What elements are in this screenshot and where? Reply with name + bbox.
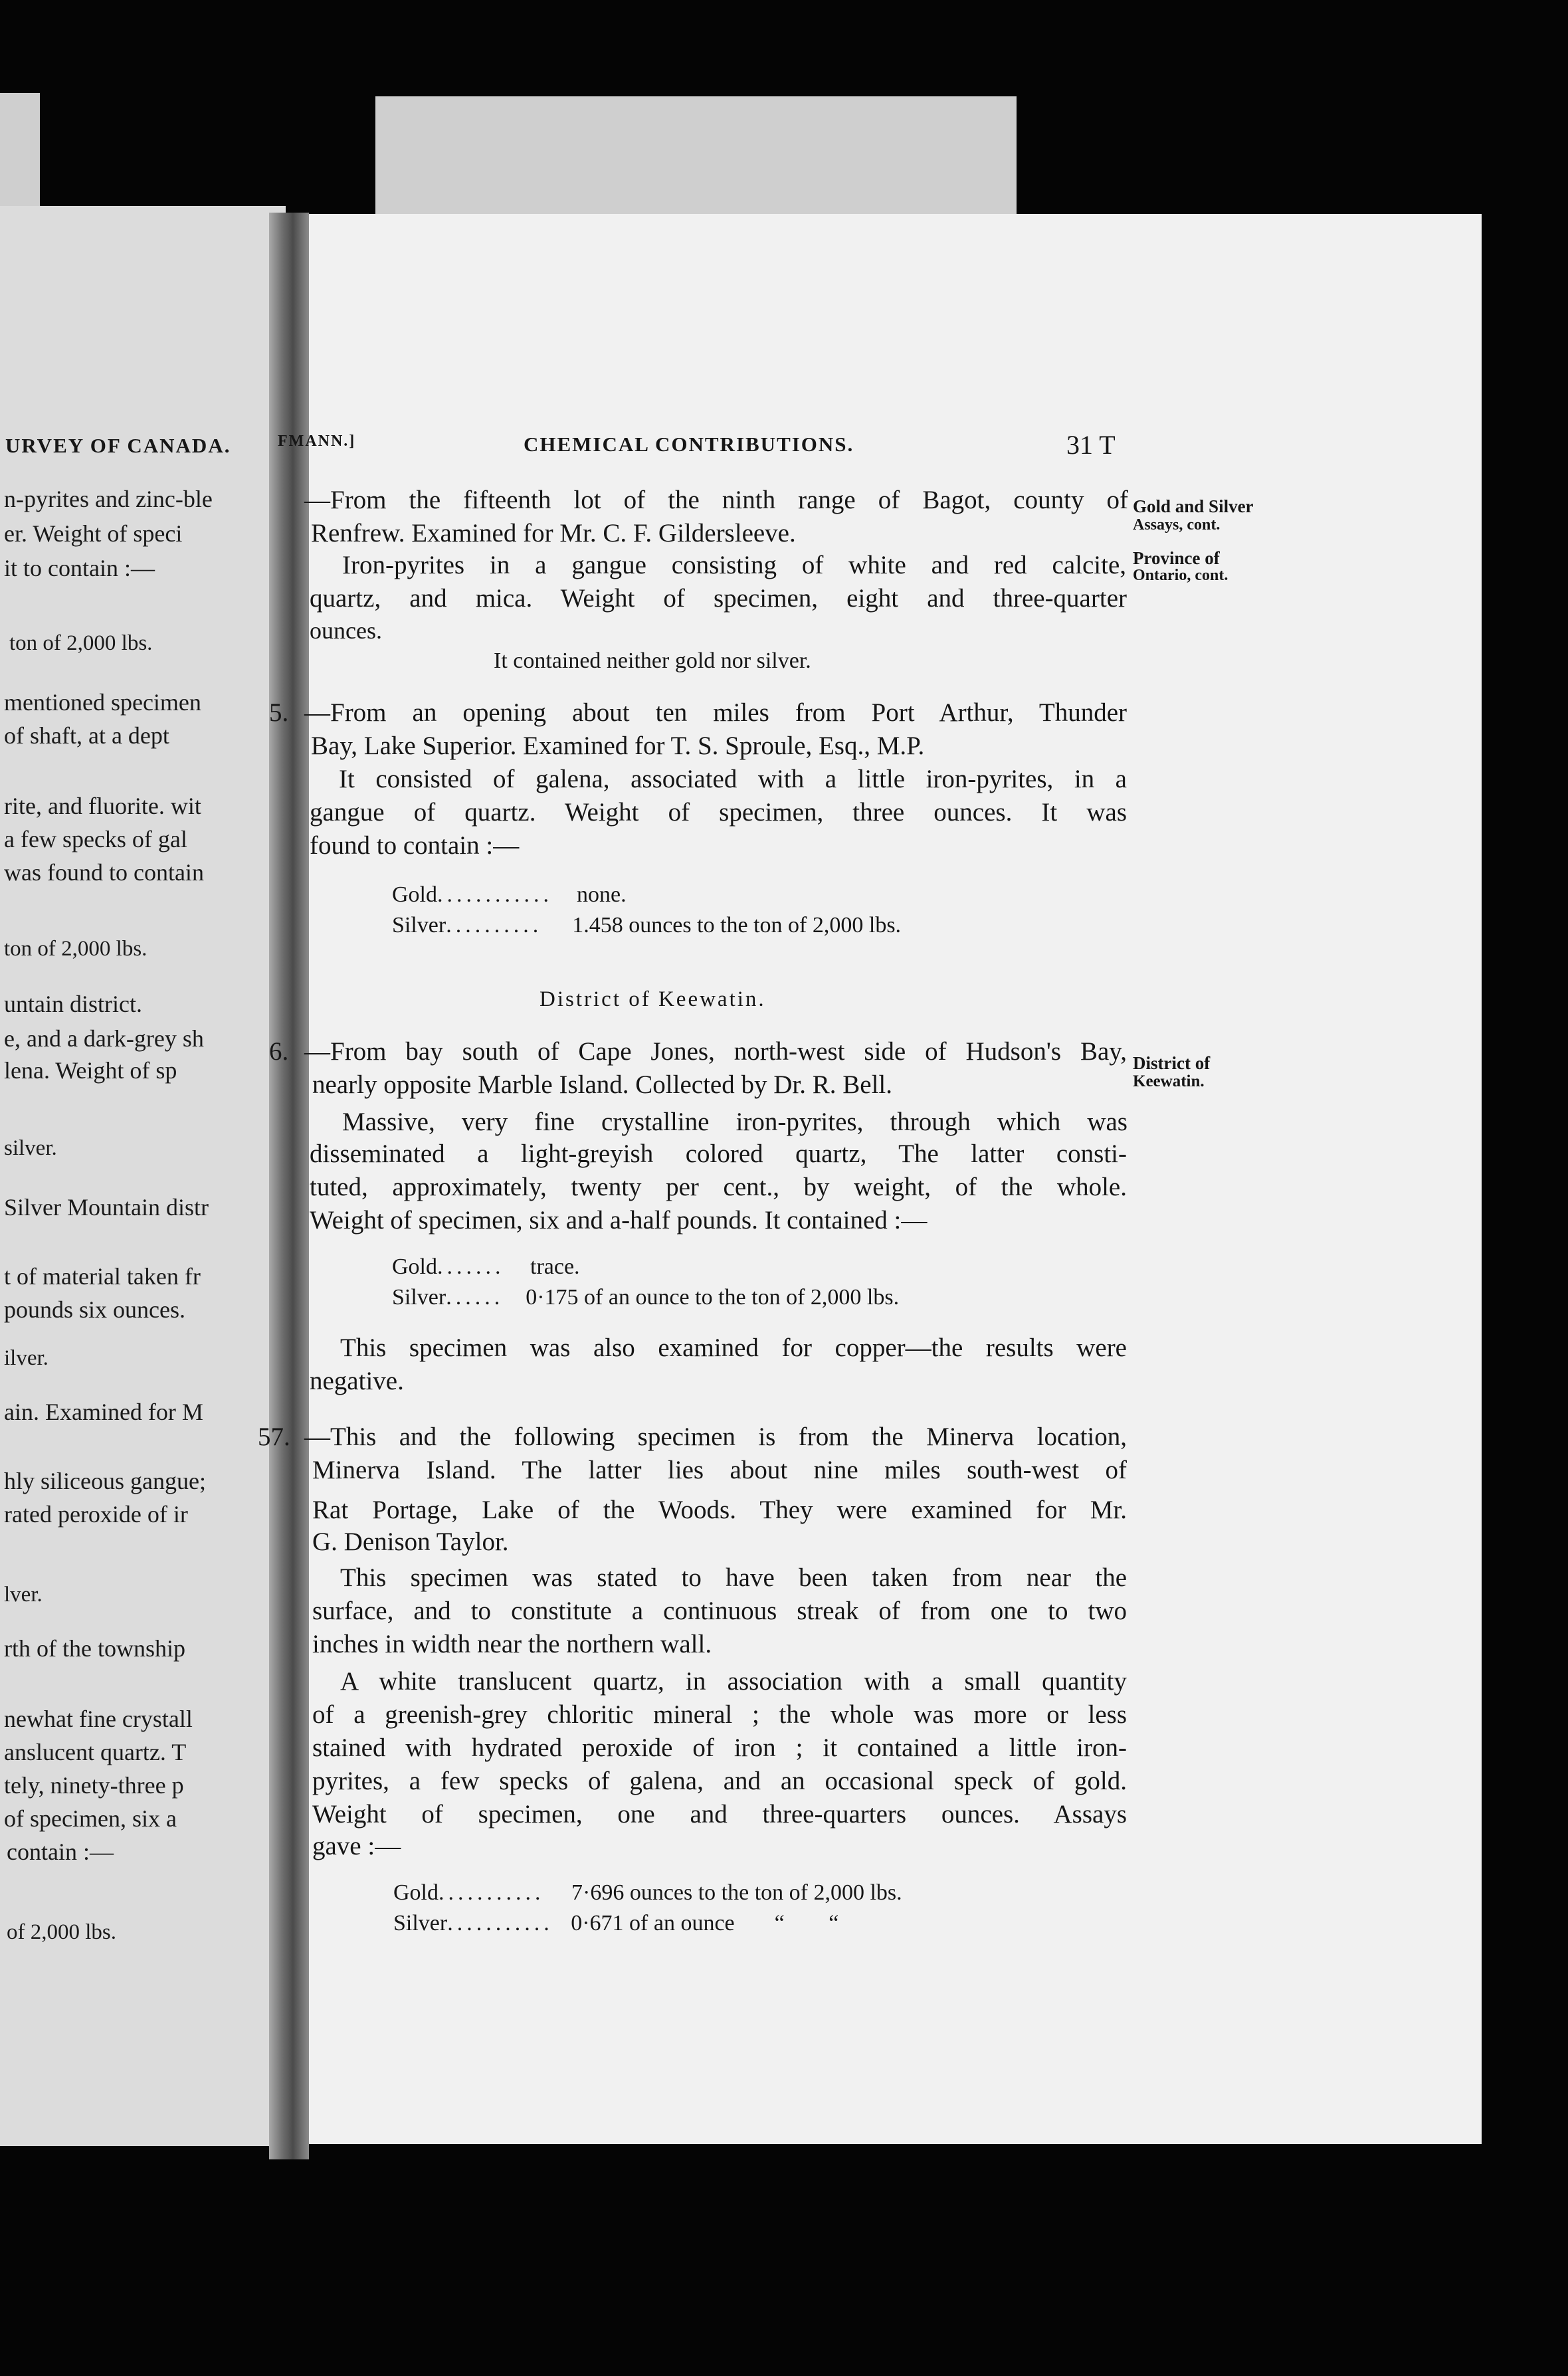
result-line: It contained neither gold nor silver. (494, 648, 811, 673)
entry-line: G. Denison Taylor. (312, 1528, 509, 1556)
assay-value: 7·696 ounces to the ton of 2,000 lbs. (571, 1880, 902, 1905)
assay-label: Gold (393, 1880, 439, 1905)
left-page-line: of specimen, six a (4, 1805, 177, 1832)
entry-line: —From the fifteenth lot of the ninth range of Bagot, county of (304, 486, 1128, 514)
left-page-line: untain district. (4, 991, 142, 1017)
scan-background (375, 96, 1017, 219)
left-page-line: of 2,000 lbs. (7, 1920, 116, 1944)
running-title: CHEMICAL CONTRIBUTIONS. (524, 433, 854, 456)
entry-line: of a greenish-grey chloritic mineral ; the whole was more or less (312, 1700, 1127, 1729)
left-page-line: ilver. (4, 1346, 49, 1370)
scan-background (0, 93, 40, 219)
entry-line: ounces. (310, 617, 382, 644)
left-page-line: lver. (4, 1583, 43, 1607)
left-page-line: er. Weight of speci (4, 520, 183, 547)
sidenote: Assays, cont. (1133, 516, 1221, 534)
entry-line: Iron-pyrites in a gangue consisting of white and red calcite, (342, 551, 1126, 579)
entry-line: Massive, very fine crystalline iron-pyrites, through which was (342, 1108, 1127, 1136)
left-page-line: contain :— (7, 1838, 114, 1865)
entry-line: stained with hydrated peroxide of iron ; it contained a little iron- (312, 1733, 1127, 1762)
left-page-line: ton of 2,000 lbs. (4, 937, 147, 961)
entry-line: negative. (310, 1367, 404, 1395)
left-page-line: rite, and fluorite. wit (4, 793, 201, 819)
left-page-line: it to contain :— (4, 555, 155, 581)
left-page-line: ton of 2,000 lbs. (9, 631, 153, 655)
assay-label: Silver (392, 1285, 446, 1310)
left-page-line: tely, ninety-three p (4, 1772, 184, 1799)
assay-row (393, 1880, 902, 1906)
left-page-line: anslucent quartz. T (4, 1739, 187, 1765)
scan-background (40, 93, 359, 223)
left-page-line: pounds six ounces. (4, 1296, 185, 1323)
assay-value: none. (577, 882, 627, 907)
entry-line: inches in width near the northern wall. (312, 1630, 712, 1658)
header-fragment: FMANN.] (278, 433, 356, 450)
left-page-line: silver. (4, 1136, 57, 1160)
left-page-line: hly siliceous gangue; (4, 1468, 206, 1494)
entry-line: It consisted of galena, associated with a little iron-pyrites, in a (339, 765, 1127, 793)
assay-label: Gold (392, 882, 437, 907)
left-page-line: Silver Mountain distr (4, 1194, 209, 1221)
section-heading: District of Keewatin. (539, 987, 766, 1011)
leader-dots: ....... (437, 1254, 505, 1279)
left-page-line: a few specks of gal (4, 826, 187, 852)
entry-line: Bay, Lake Superior. Examined for T. S. Sproule, Esq., M.P. (311, 732, 925, 760)
leader-dots: ........... (439, 1880, 545, 1905)
entry-line: disseminated a light-greyish colored quartz, The latter consti- (310, 1139, 1127, 1168)
left-page-line: mentioned specimen (4, 689, 201, 716)
entry-line: quartz, and mica. Weight of specimen, eight and three-quarter (310, 584, 1127, 613)
entry-line: —This and the following specimen is from the Minerva location, (304, 1423, 1127, 1451)
leader-dots: ...... (446, 1285, 504, 1310)
entry-line: Minerva Island. The latter lies about nine miles south-west of (312, 1456, 1127, 1484)
entry-line: This specimen was stated to have been taken from near the (340, 1563, 1127, 1592)
entry-line: nearly opposite Marble Island. Collected by Dr. R. Bell. (312, 1070, 892, 1099)
entry-line: tuted, approximately, twenty per cent., by weight, of the whole. (310, 1173, 1127, 1201)
entry-line: surface, and to constitute a continuous streak of from one to two (312, 1597, 1127, 1625)
entry-line: pyrites, a few specks of galena, and an occasional speck of gold. (312, 1767, 1127, 1795)
entry-line: found to contain :— (310, 831, 520, 860)
left-page-header: URVEY OF CANADA. (5, 434, 231, 457)
left-page-line: t of material taken fr (4, 1263, 201, 1290)
left-page-line: e, and a dark-grey sh (4, 1025, 204, 1052)
left-page-line: n-pyrites and zinc-ble (4, 486, 213, 512)
assay-value: 0·671 of an ounce (571, 1911, 735, 1935)
entry-line: gangue of quartz. Weight of specimen, three ounces. It was (310, 798, 1127, 827)
assay-row (392, 913, 901, 938)
entry-line: Weight of specimen, six and a-half pounds. It contained :— (310, 1206, 928, 1235)
entry-line: —From bay south of Cape Jones, north-west side of Hudson's Bay, (304, 1037, 1127, 1066)
left-page-line: ain. Examined for M (4, 1399, 203, 1425)
leader-dots: ............ (437, 882, 553, 907)
assay-row (393, 1911, 838, 1936)
entry-line: Renfrew. Examined for Mr. C. F. Gildersleeve. (311, 519, 796, 547)
sidenote: Province of (1133, 548, 1220, 568)
entry-line: gave :— (312, 1832, 401, 1860)
leader-dots: .......... (446, 913, 543, 938)
entry-number: 5. (269, 698, 289, 727)
entry-line: A white translucent quartz, in association with a small quantity (340, 1667, 1127, 1696)
entry-number: 57. (258, 1423, 290, 1451)
sidenote: District of (1133, 1053, 1211, 1073)
assay-label: Silver (392, 913, 446, 938)
page-number: 31 T (1066, 430, 1116, 460)
page-gutter (269, 213, 309, 2159)
sidenote: Gold and Silver (1133, 496, 1254, 516)
assay-value: trace. (530, 1254, 580, 1279)
sidenote: Keewatin. (1133, 1072, 1205, 1090)
left-page-line: newhat fine crystall (4, 1706, 193, 1732)
assay-label: Silver (393, 1911, 448, 1935)
assay-row (392, 882, 627, 908)
entry-line: —From an opening about ten miles from Port Arthur, Thunder (304, 698, 1127, 727)
entry-line: Rat Portage, Lake of the Woods. They were examined for Mr. (312, 1496, 1127, 1524)
left-page-line: rated peroxide of ir (4, 1501, 188, 1528)
left-page-line: of shaft, at a dept (4, 722, 169, 749)
entry-line: Weight of specimen, one and three-quarters ounces. Assays (312, 1800, 1127, 1829)
entry-number: 6. (269, 1037, 289, 1066)
entry-line: This specimen was also examined for copper—the results were (340, 1334, 1127, 1362)
left-page-line: lena. Weight of sp (4, 1057, 177, 1084)
assay-row (392, 1254, 580, 1280)
left-page-line: rth of the township (4, 1635, 185, 1662)
leader-dots: ........... (447, 1911, 553, 1935)
sidenote: Ontario, cont. (1133, 567, 1228, 584)
assay-value: 0·175 of an ounce to the ton of 2,000 lbs. (526, 1285, 900, 1310)
ditto-marks: “ “ (774, 1911, 839, 1935)
assay-row (392, 1285, 899, 1310)
assay-label: Gold (392, 1254, 437, 1279)
assay-value: 1.458 ounces to the ton of 2,000 lbs. (572, 913, 902, 938)
left-page-line: was found to contain (4, 859, 204, 886)
